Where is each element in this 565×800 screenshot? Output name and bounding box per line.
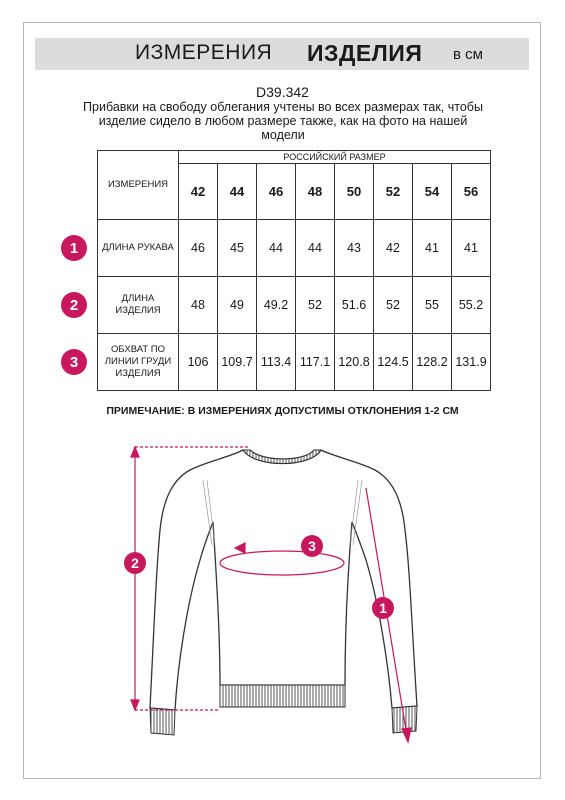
table-cell: 48	[179, 277, 218, 334]
table-cell: 44	[257, 220, 296, 277]
size-header: 56	[452, 164, 491, 220]
table-cell: 106	[179, 334, 218, 391]
table-cell: 52	[296, 277, 335, 334]
size-table	[97, 150, 491, 391]
table-cell: 109.7	[218, 334, 257, 391]
size-group-label: РОССИЙСКИЙ РАЗМЕР	[179, 151, 491, 164]
row-label-chest-girth: ОБХВАТ ПО ЛИНИИ ГРУДИ ИЗДЕЛИЯ	[98, 334, 179, 391]
table-cell: 55.2	[452, 277, 491, 334]
size-header: 46	[257, 164, 296, 220]
table-cell: 44	[296, 220, 335, 277]
header-bar	[35, 38, 529, 70]
table-cell: 52	[374, 277, 413, 334]
sweater-outline	[150, 450, 417, 710]
size-header: 42	[179, 164, 218, 220]
table-cell: 55	[413, 277, 452, 334]
size-header: 54	[413, 164, 452, 220]
row-label-garment-length: ДЛИНА ИЗДЕЛИЯ	[98, 277, 179, 334]
table-cell: 113.4	[257, 334, 296, 391]
marker-3: 3	[308, 538, 316, 554]
table-cell: 131.9	[452, 334, 491, 391]
header-unit: в см	[453, 46, 483, 63]
row-badge-2: 2	[61, 292, 87, 318]
row-label-sleeve-length: ДЛИНА РУКАВА	[98, 220, 179, 277]
marker-2: 2	[131, 555, 139, 571]
table-cell: 49.2	[257, 277, 296, 334]
tolerance-remark: ПРИМЕЧАНИЕ: В ИЗМЕРЕНИЯХ ДОПУСТИМЫ ОТКЛОНЕНИЯ 1-2 СМ	[106, 405, 459, 417]
table-cell: 117.1	[296, 334, 335, 391]
size-header: 50	[335, 164, 374, 220]
table-cell: 49	[218, 277, 257, 334]
row-badge-1: 1	[61, 235, 87, 261]
table-row	[98, 334, 491, 391]
size-header: 48	[296, 164, 335, 220]
table-row	[98, 277, 491, 334]
table-cell: 120.8	[335, 334, 374, 391]
corner-label: ИЗМЕРЕНИЯ	[98, 151, 179, 220]
size-header: 52	[374, 164, 413, 220]
sweater-drawing	[0, 430, 565, 770]
table-cell: 124.5	[374, 334, 413, 391]
table-cell: 42	[374, 220, 413, 277]
marker-1: 1	[379, 600, 387, 616]
seam-details	[203, 480, 362, 545]
table-row	[98, 220, 491, 277]
table-cell: 41	[452, 220, 491, 277]
header-title-bold: ИЗДЕЛИЯ	[307, 40, 423, 66]
table-cell: 51.6	[335, 277, 374, 334]
table-cell: 45	[218, 220, 257, 277]
row-badge-3: 3	[61, 349, 87, 375]
table-cell: 46	[179, 220, 218, 277]
rib-trims	[150, 450, 417, 735]
table-cell: 43	[335, 220, 374, 277]
drawing-markers	[124, 535, 394, 619]
article-number: D39.342	[256, 84, 309, 100]
size-header: 44	[218, 164, 257, 220]
table-cell: 128.2	[413, 334, 452, 391]
fit-note: Прибавки на свободу облегания учтены во всех размерах так, чтобы изделие сидело в любом размере также, как на фото на нашей модели	[83, 100, 483, 142]
header-title-light: ИЗМЕРЕНИЯ	[135, 41, 273, 64]
table-cell: 41	[413, 220, 452, 277]
